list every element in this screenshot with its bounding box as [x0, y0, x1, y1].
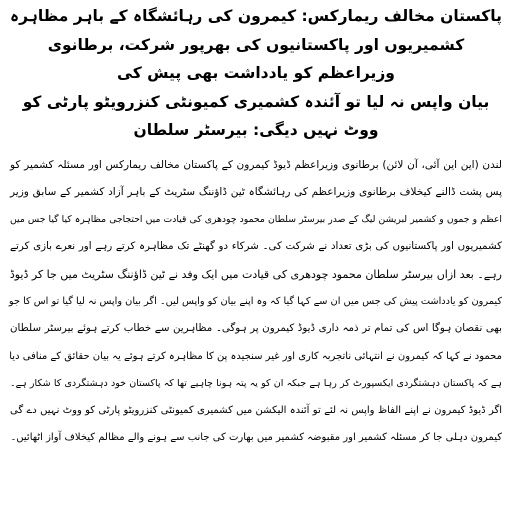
body-line: لندن (این این آئی، آن لائن) برطانوی وزیراعظم ڈیوڈ کیمرون کے پاکستان مخالف ریمارکس اور مسئلہ کشمیر کو — [10, 158, 502, 171]
body-line: کیمرون دہلی جا کر مسئلہ کشمیر اور مقبوضہ کشمیر میں بھارت کی جانب سے ہونے والے مظالم کیخلاف آواز اٹھائیں۔ — [10, 432, 502, 444]
body-line: بھی نقصان ہوگا اس کی تمام تر ذمہ داری ڈیوڈ کیمرون پر ہوگی۔ مظاہرین سے خطاب کرتے ہوئے بیرسٹر سلطان — [10, 322, 502, 335]
body-line: ہے کہ پاکستان دہشتگردی ایکسپورٹ کر رہا ہے جبکہ ان کو یہ پتہ ہونا چاہیے تھا کہ پاکستان خود دہشتگردی کا شکار ہے۔ — [10, 377, 502, 389]
body-line: رہے۔ بعد ازاں بیرسٹر سلطان محمود چودھری کی قیادت میں ایک وفد نے ٹین ڈاؤننگ سٹریٹ میں جا کر ڈیوڈ — [9, 267, 502, 281]
headline-line-2: کشمیریوں اور پاکستانیوں کی بھرپور شرکت، برطانوی وزیراعظم کو یادداشت بھی پیش کی — [47, 35, 465, 82]
headline-line-3: بیان واپس نہ لیا تو آئندہ کشمیری کمیونٹی کنزرویٹو پارٹی کو ووٹ نہیں دیگی: بیرسٹر سلطان — [22, 92, 490, 139]
body-line: محمود نے کہا کہ کیمرون نے انتہائی ناتجربہ کاری اور غیر سنجیدہ پن کا مظاہرہ کرتے ہوئے یہ بیان حقائق کے منافی دیا — [9, 350, 502, 362]
article-body — [10, 152, 502, 452]
body-line: کیمرون کو یادداشت پیش کی جس میں ان سے کہا گیا کہ وہ اپنے بیان کو واپس لیں۔ اگر بیان واپس نہ لیا گیا تو اس کا جو — [8, 295, 502, 307]
body-line: کشمیریوں اور پاکستانیوں کی بڑی تعداد نے شرکت کی۔ شرکاء دو گھنٹے تک مظاہرہ کرتے رہے اور نعرے بازی کرتے — [10, 240, 502, 253]
body-line: اعظم و جموں و کشمیر لبریشن لیگ کے صدر بیرسٹر سلطان محمود چودھری کی قیادت میں احتجاجی مظاہرہ کیا گیا جس میں — [10, 214, 502, 226]
headline-line-1: پاکستان مخالف ریمارکس: کیمرون کی رہائشگاہ کے باہر مظاہرہ — [10, 7, 502, 25]
body-line: اگر ڈیوڈ کیمرون نے اپنے الفاظ واپس نہ لئے تو آئندہ الیکشن میں کشمیری کمیونٹی کنزرویٹو پارٹی کو ووٹ نہیں دے گی — [10, 405, 502, 417]
body-line: پس پشت ڈالنے کیخلاف برطانوی وزیراعظم کی رہائشگاہ ٹین ڈاؤننگ سٹریٹ کے باہر آزاد کشمیر کے سابق وزیر — [10, 185, 502, 198]
headline — [10, 2, 502, 145]
